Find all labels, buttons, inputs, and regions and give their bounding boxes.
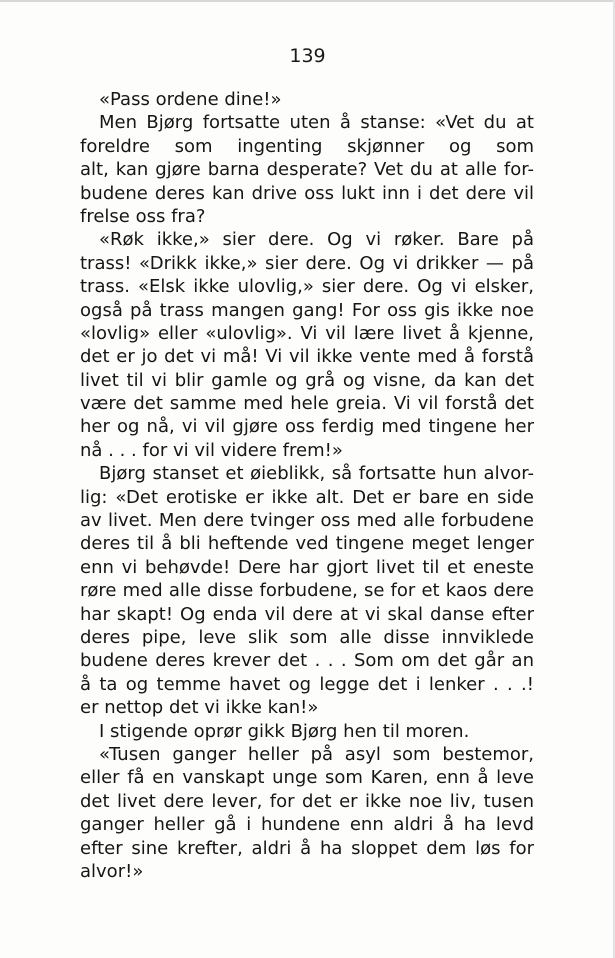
text-line: deres pipe, leve slik som alle disse innviklede [80,626,534,648]
text-line: har skapt! Og enda vil dere at vi skal danse efter [80,603,534,625]
text-line: Bjørg stanset et øieblikk, så fortsatte hun alvor- [99,463,534,485]
text-line: «Røk ikke,» sier dere. Og vi røker. Bare på [99,229,534,251]
text-line: eller få en vanskapt unge som Karen, enn å leve [80,767,534,789]
text-line: budene deres krever det . . . Som om det går an [80,650,534,672]
text-line: «lovlig» eller «ulovlig». Vi vil lære livet å kjenne, [80,322,534,344]
text-line: trass. «Elsk ikke ulovlig,» sier dere. Og vi elsker, [80,276,534,298]
text-line: foreldre som ingenting skjønner og som [80,135,534,157]
text-line: være det samme med hele greia. Vi vil forstå det [80,393,534,415]
text-line: enn vi behøvde! Dere har gjort livet til et eneste [80,556,534,578]
text-line: her og nå, vi vil gjøre oss ferdig med tingene her [80,416,534,438]
text-line: livet til vi blir gamle og grå og visne, da kan det [80,369,534,391]
text-line: alt, kan gjøre barna desperate? Vet du at alle for- [80,159,534,181]
text-line: ganger heller gå i hundene enn aldri å ha levd [80,814,534,836]
text-line: efter sine krefter, aldri å ha sloppet dem løs for [80,837,534,859]
text-line: å ta og temme havet og legge det i lenker . . .! [80,673,534,695]
text-line: «Tusen ganger heller på asyl som bestemor, [99,743,534,765]
text-line: det livet dere lever, for det er ikke noe liv, tusen [80,790,534,812]
text-line: nå . . . for vi vil videre frem!» [80,439,343,461]
text-line: «Pass ordene dine!» [99,89,282,110]
text-line: alvor!» [80,860,144,882]
text-line: Men Bjørg fortsatte uten å stanse: «Vet du at [99,112,534,134]
page-number: 139 [289,45,326,67]
text-line: røre med alle disse forbudene, se for et kaos dere [80,580,534,602]
text-line: også på trass mangen gang! For oss gis ikke noe [80,299,534,321]
text-line: I stigende oprør gikk Bjørg hen til moren. [99,720,470,742]
body-text [80,88,534,883]
text-line: deres til å bli heftende ved tingene meget lenger [80,533,534,555]
text-line: det er jo det vi må! Vi vil ikke vente med å forstå [80,346,534,368]
text-line: lig: «Det erotiske er ikke alt. Det er bare en side [80,486,534,508]
page-top-edge [0,0,615,2]
text-line: er nettop det vi ikke kan!» [80,697,319,719]
text-line: av livet. Men dere tvinger oss med alle forbudene [80,510,534,532]
text-line: frelse oss fra? [80,205,206,227]
text-line: budene deres kan drive oss lukt inn i det dere vil [80,182,534,204]
text-line: trass! «Drikk ikke,» sier dere. Og vi drikker — på [80,252,534,274]
